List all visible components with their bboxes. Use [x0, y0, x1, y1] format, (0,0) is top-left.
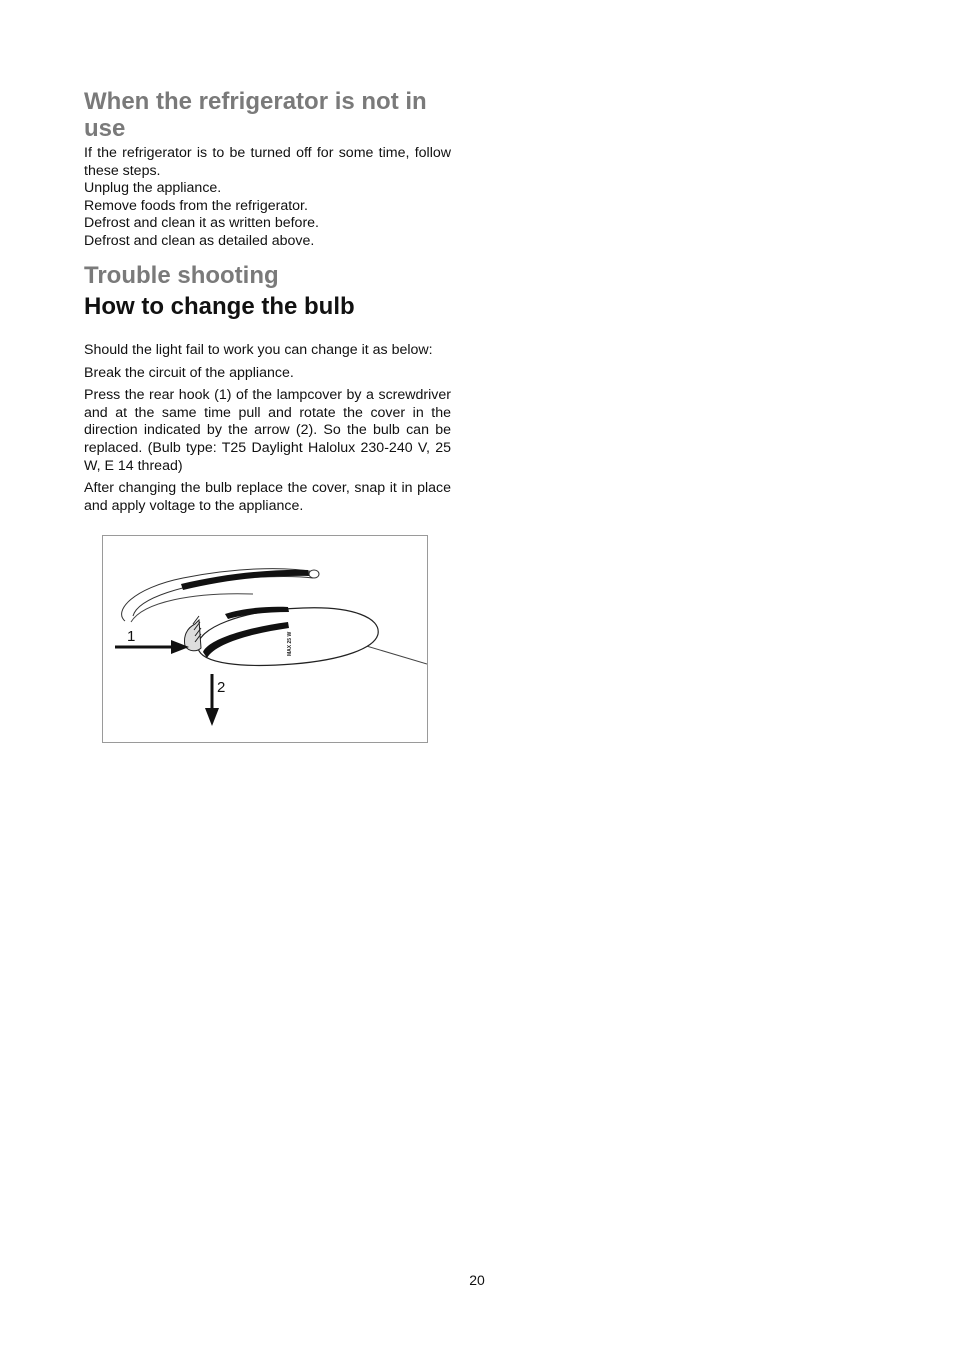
cover-rating-text: MAX 25 W: [287, 631, 293, 656]
section-trouble-shooting: [84, 262, 451, 515]
step-item: Defrost and clean as detailed above.: [84, 232, 315, 249]
section-not-in-use: [84, 88, 451, 251]
arrow-1-label: 1: [127, 628, 136, 645]
arrow-2-head: [205, 708, 219, 726]
lampcover-illustration: [102, 535, 428, 743]
lampcover-drawing: [103, 536, 427, 742]
step-item: Unplug the appliance.: [84, 180, 222, 197]
section-title-trouble-shooting: Trouble shooting: [84, 262, 279, 289]
paragraph-press-hook: Press the rear hook (1) of the lampcover by a screwdriver and at the same time pull and rotate the cover in the direction indicated by the arrow (2). So the bulb can be replaced. (Bulb type: T25 Daylight Halolux 230-240 V, 25 W, E 14 thread): [84, 387, 451, 474]
housing-edge: [131, 594, 253, 622]
intro-paragraph: If the refrigerator is to be turned off for some time, follow these steps.: [84, 145, 451, 179]
subsection-title-change-bulb: How to change the bulb: [84, 293, 355, 320]
step-item: Remove foods from the refrigerator.: [84, 197, 308, 214]
section-title-not-in-use: When the refrigerator is not in use: [84, 88, 427, 142]
paragraph-light-fail: Should the light fail to work you can change it as below:: [84, 342, 433, 358]
arrow-2-label: 2: [217, 679, 226, 696]
step-item: Defrost and clean it as written before.: [84, 215, 320, 232]
housing-shadow-stripe: [181, 570, 310, 590]
paragraph-break-circuit: Break the circuit of the appliance.: [84, 364, 294, 381]
paragraph-after-change: After changing the bulb replace the cover, snap it in place and apply voltage to the appliance.: [84, 480, 451, 514]
page-number: 20: [469, 1272, 485, 1288]
housing-tip: [309, 570, 319, 578]
